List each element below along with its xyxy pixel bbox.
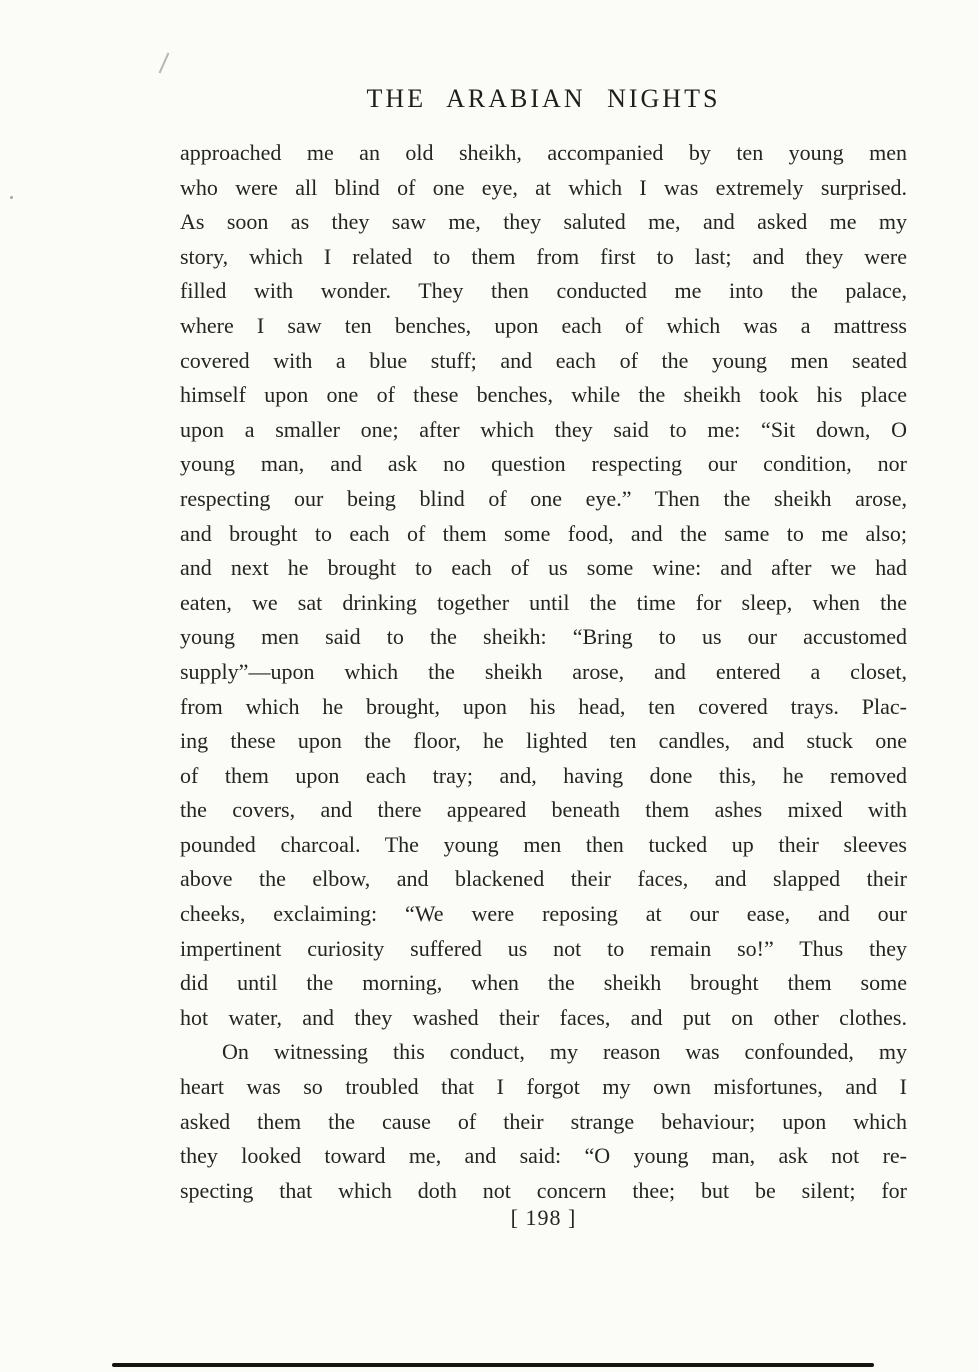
text-line: young man, and ask no question respecting our condition, nor: [180, 451, 907, 477]
text-line: story, which I related to them from first to last; and they were: [180, 243, 907, 269]
text-line: pounded charcoal. The young men then tucked up their sleeves: [180, 831, 907, 857]
text-line: heart was so troubled that I forgot my own misfortunes, and I: [180, 1074, 907, 1100]
text-line: filled with wonder. They then conducted me into the palace,: [180, 278, 907, 304]
text-line: impertinent curiosity suffered us not to remain so!” Thus they: [180, 935, 907, 961]
text-line: himself upon one of these benches, while the sheikh took his place: [180, 382, 907, 408]
text-line: and brought to each of them some food, and the same to me also;: [180, 520, 907, 546]
text-line: cheeks, exclaiming: “We were reposing at our ease, and our: [180, 901, 907, 927]
text-line: the covers, and there appeared beneath them ashes mixed with: [180, 797, 907, 823]
text-line: specting that which doth not concern thee; but be silent; for: [180, 1177, 907, 1203]
text-line: from which he brought, upon his head, ten covered trays. Plac-: [180, 693, 907, 719]
text-line: of them upon each tray; and, having done this, he removed: [180, 762, 907, 788]
text-line: supply”—upon which the sheikh arose, and entered a closet,: [180, 658, 907, 684]
text-line: approached me an old sheikh, accompanied by ten young men: [180, 140, 907, 165]
page-title: THE ARABIAN NIGHTS: [366, 84, 721, 113]
text-line: where I saw ten benches, upon each of which was a mattress: [180, 312, 907, 338]
text-line: who were all blind of one eye, at which I was extremely surprised.: [180, 174, 907, 200]
text-line: they looked toward me, and said: “O young man, ask not re-: [180, 1143, 907, 1169]
scan-scratch-artifact: [159, 53, 170, 74]
text-line: did until the morning, when the sheikh brought them some: [180, 970, 907, 996]
text-line: On witnessing this conduct, my reason was confounded, my: [222, 1039, 907, 1065]
page-body-text: [180, 136, 907, 1208]
text-line: As soon as they saw me, they saluted me, and asked me my: [180, 209, 907, 235]
text-line: and next he brought to each of us some wine: and after we had: [180, 555, 907, 581]
text-line: covered with a blue stuff; and each of the young men seated: [180, 347, 907, 373]
text-line: upon a smaller one; after which they said to me: “Sit down, O: [180, 416, 907, 442]
scan-speck-artifact: [10, 196, 13, 199]
text-line: young men said to the sheikh: “Bring to us our accustomed: [180, 624, 907, 650]
text-line: hot water, and they washed their faces, and put on other clothes.: [180, 1004, 907, 1030]
page-number: [ 198 ]: [510, 1205, 577, 1230]
text-line: respecting our being blind of one eye.” Then the sheikh arose,: [180, 485, 907, 511]
text-line: ing these upon the floor, he lighted ten candles, and stuck one: [180, 728, 907, 754]
text-line: asked them the cause of their strange behaviour; upon which: [180, 1108, 907, 1134]
text-line: above the elbow, and blackened their faces, and slapped their: [180, 866, 907, 892]
scan-edge-artifact: [112, 1363, 874, 1367]
text-line: eaten, we sat drinking together until the time for sleep, when the: [180, 589, 907, 615]
